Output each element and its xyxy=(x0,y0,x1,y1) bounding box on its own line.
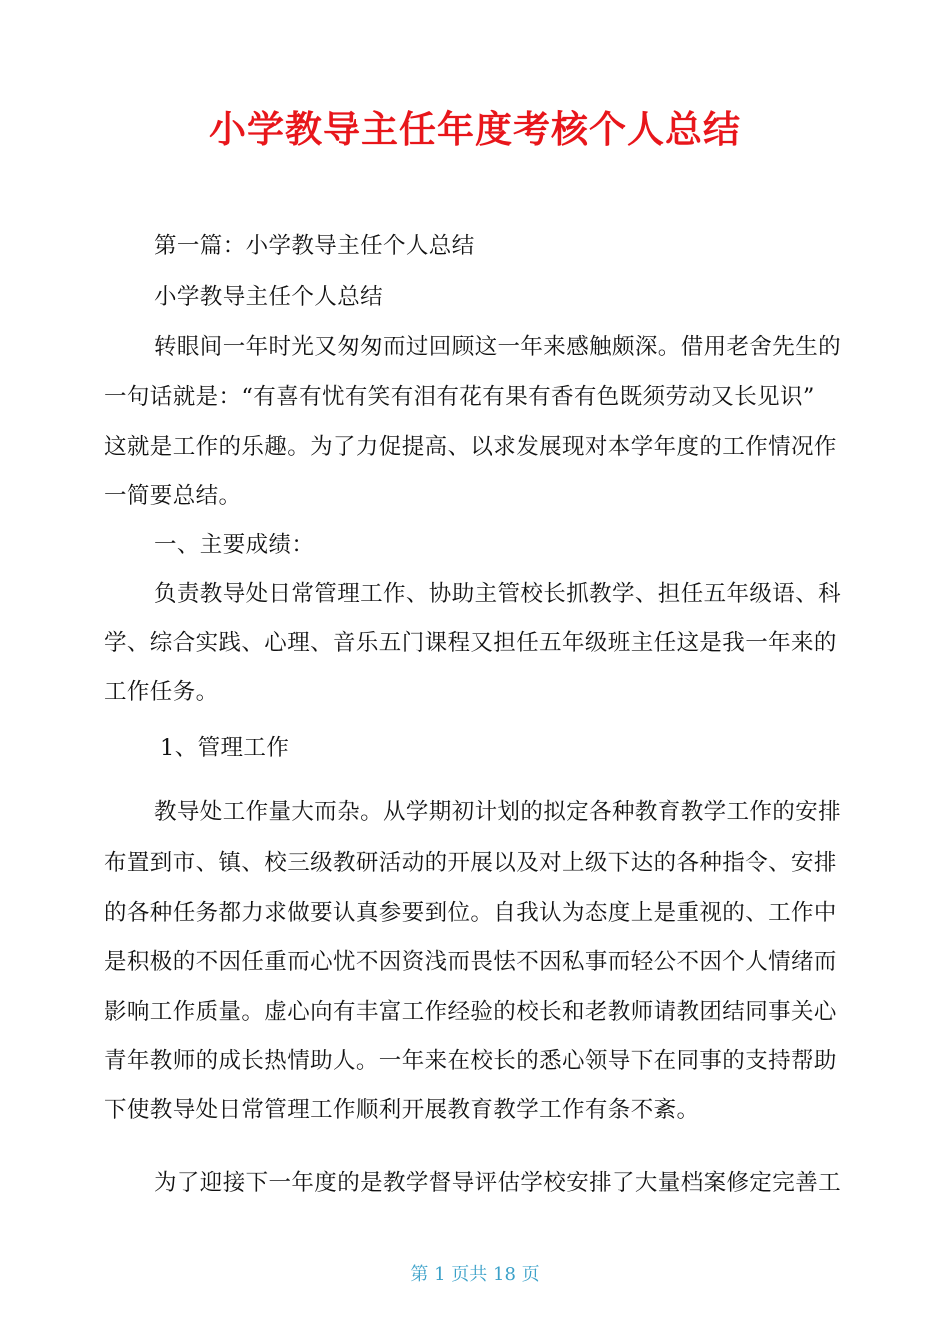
paragraph-line: 转眼间一年时光又匆匆而过回顾这一年来感触颇深。借用老舍先生的 xyxy=(154,334,842,360)
paragraph-line: 布置到市、镇、校三级教研活动的开展以及对上级下达的各种指令、安排 xyxy=(104,850,837,876)
paragraph-line: 教导处工作量大而杂。从学期初计划的拟定各种教育教学工作的安排 xyxy=(154,799,842,825)
subsection-heading: 1、管理工作 xyxy=(160,735,290,761)
paragraph-line: 是积极的不因任重而心忧不因资浅而畏怯不因私事而轻公不因个人情绪而 xyxy=(104,949,837,975)
subtitle-line: 小学教导主任个人总结 xyxy=(154,284,384,310)
section-heading: 第一篇：小学教导主任个人总结 xyxy=(154,233,475,259)
paragraph-line: 的各种任务都力求做要认真参要到位。自我认为态度上是重视的、工作中 xyxy=(104,900,837,926)
paragraph-line: 负责教导处日常管理工作、协助主管校长抓教学、担任五年级语、科 xyxy=(154,581,842,607)
page-footer: 第 1 页共 18 页 xyxy=(410,1264,540,1285)
paragraph-line: 这就是工作的乐趣。为了力促提高、以求发展现对本学年度的工作情况作 xyxy=(104,434,837,460)
paragraph-line: 影响工作质量。虚心向有丰富工作经验的校长和老教师请教团结同事关心 xyxy=(104,999,837,1025)
paragraph-line: 一句话就是：“有喜有忧有笑有泪有花有果有香有色既须劳动又长见识” xyxy=(104,384,815,410)
page-title: 小学教导主任年度考核个人总结 xyxy=(209,108,741,151)
paragraph-line: 为了迎接下一年度的是教学督导评估学校安排了大量档案修定完善工 xyxy=(154,1170,842,1196)
paragraph-line: 一简要总结。 xyxy=(104,483,242,509)
paragraph-line: 青年教师的成长热情助人。一年来在校长的悉心领导下在同事的支持帮助 xyxy=(104,1048,837,1074)
paragraph-line: 工作任务。 xyxy=(104,679,219,705)
section-heading: 一、主要成绩： xyxy=(154,532,315,558)
paragraph-line: 下使教导处日常管理工作顺利开展教育教学工作有条不紊。 xyxy=(104,1097,700,1123)
paragraph-line: 学、综合实践、心理、音乐五门课程又担任五年级班主任这是我一年来的 xyxy=(104,630,837,656)
